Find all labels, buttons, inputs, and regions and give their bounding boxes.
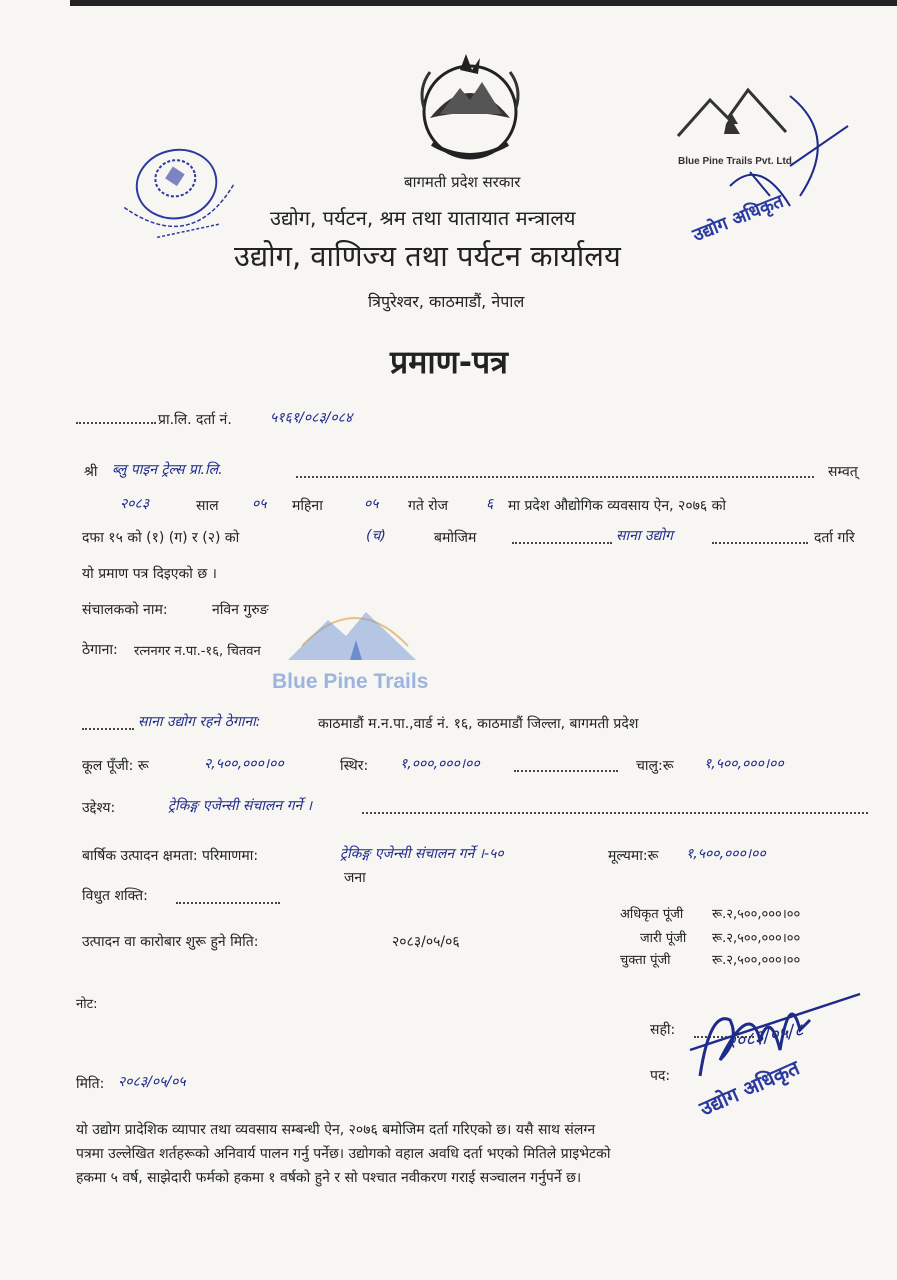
- production-value-label: मूल्यमा:रू: [608, 848, 659, 864]
- year-value: २०८३: [120, 496, 150, 512]
- objective-value: ट्रेकिङ्ग एजेन्सी संचालन गर्ने ।: [168, 798, 313, 814]
- registration-label: प्रा.लि. दर्ता नं.: [158, 412, 232, 428]
- registered-label: दर्ता गरि: [814, 530, 855, 546]
- date-value: २०८३/०५/०५: [118, 1074, 186, 1090]
- production-unit: जना: [344, 870, 366, 886]
- company-logo-text: Blue Pine Trails Pvt. Ltd.: [678, 156, 795, 167]
- share-capital-paid-value: रू.२,५००,०००।००: [712, 953, 801, 968]
- dotted-line: [514, 770, 618, 772]
- company-name: ब्लु पाइन ट्रेल्स प्रा.लि.: [112, 462, 223, 478]
- bamojim-label: बमोजिम: [434, 530, 477, 546]
- location-value: रत्ननगर न.पा.-१६, चितवन: [134, 644, 261, 659]
- roj-value: ६: [486, 496, 494, 512]
- objective-label: उद्देश्य:: [82, 800, 116, 816]
- samvat-label: सम्वत्: [828, 464, 858, 480]
- fixed-capital-label: स्थिर:: [340, 758, 369, 774]
- office-address: त्रिपुरेश्वर, काठमाडौं, नेपाल: [368, 292, 525, 311]
- director-label: संचालकको नाम:: [82, 602, 168, 618]
- nepal-emblem: [410, 48, 530, 166]
- footer-line: यो उद्योग प्रादेशिक व्यापार तथा व्यवसाय सम्बन्धी ऐन, २०७६ बमोजिम दर्ता गरिएको छ। यसै साथ संलग्न: [76, 1122, 596, 1138]
- shri-label: श्री: [84, 464, 98, 480]
- month-value: ०५: [252, 496, 267, 512]
- total-capital-value: २,५००,०००।००: [204, 756, 284, 772]
- day-value: ०५: [364, 496, 379, 512]
- ministry-name: उद्योग, पर्यटन, श्रम तथा यातायात मन्त्रालय: [270, 206, 576, 230]
- post-label: पद:: [650, 1068, 671, 1084]
- start-date-value: २०८३/०५/०६: [392, 934, 460, 950]
- dotted-line: [82, 728, 134, 730]
- industry-address-value: काठमाडौं म.न.पा.,वार्ड नं. १६, काठमाडौं जिल्ला, बागमती प्रदेश: [318, 716, 639, 732]
- dotted-line: [296, 476, 814, 478]
- share-capital-issued-label: जारी पूंजी: [640, 931, 687, 946]
- footer-line: पत्रमा उल्लेखित शर्तहरूको अनिवार्य पालन गर्नु पर्नेछ। उद्योगको वहाल अवधि दर्ता भएको मितिले प्राइभेटको: [76, 1146, 611, 1162]
- gate-roj-label: गते रोज: [408, 498, 449, 514]
- dotted-line: [362, 812, 868, 814]
- certificate-title: प्रमाण-पत्र: [390, 343, 508, 381]
- clause-value: (च): [366, 528, 386, 544]
- share-capital-paid-label: चुक्ता पूंजी: [620, 953, 671, 968]
- signature-label: सही:: [650, 1022, 676, 1038]
- officer-stamp-top: उद्योग अधिकृत: [689, 190, 787, 247]
- fixed-capital-value: १,०००,०००।००: [400, 756, 480, 772]
- current-capital-label: चालु:रू: [636, 758, 674, 774]
- production-value: ट्रेकिङ्ग एजेन्सी संचालन गर्ने ।-५०: [340, 846, 504, 862]
- scan-edge: [70, 0, 897, 6]
- total-capital-label: कूल पूँजी: रू: [82, 758, 149, 774]
- issued-text: यो प्रमाण पत्र दिइएको छ ।: [82, 566, 217, 582]
- date-label: मिति:: [76, 1076, 105, 1092]
- production-label: बार्षिक उत्पादन क्षमता: परिमाणमा:: [82, 848, 259, 864]
- clause-text: दफा १५ को (१) (ग) र (२) को: [82, 530, 240, 546]
- electricity-label: विधुत शक्ति:: [82, 888, 148, 904]
- saal-label: साल: [196, 498, 219, 514]
- share-capital-authorized-value: रू.२,५००,०००।००: [712, 907, 801, 922]
- watermark-text: Blue Pine Trails: [272, 670, 429, 693]
- signature-date: २०८३/०५/८: [724, 1019, 805, 1054]
- dotted-line: [176, 902, 280, 904]
- industry-type: साना उद्योग: [616, 528, 673, 544]
- dotted-line: [76, 422, 156, 424]
- mahina-label: महिना: [292, 498, 323, 514]
- law-text: मा प्रदेश औद्योगिक व्यवसाय ऐन, २०७६ को: [508, 498, 727, 514]
- current-capital-value: १,५००,०००।००: [704, 756, 784, 772]
- officer-stamp-bottom: उद्योग अधिकृत: [695, 1055, 803, 1121]
- dotted-line: [512, 542, 612, 544]
- start-date-label: उत्पादन वा कारोबार शुरू हुने मिति:: [82, 934, 259, 950]
- location-label: ठेगाना:: [82, 642, 118, 658]
- production-value-amount: १,५००,०००।००: [686, 846, 766, 862]
- share-capital-issued-value: रू.२,५००,०००।००: [712, 931, 801, 946]
- footer-line: हकमा ५ वर्ष, साझेदारी फर्मको हकमा १ वर्षको हुने र सो पश्चात नवीकरण गराई सञ्चालन गर्नुपर्ने छ।: [76, 1170, 582, 1186]
- industry-address-label: साना उद्योग रहने ठेगाना:: [138, 714, 261, 730]
- government-name: बागमती प्रदेश सरकार: [404, 173, 521, 191]
- office-name: उद्योग, वाणिज्य तथा पर्यटन कार्यालय: [234, 239, 621, 273]
- share-capital-authorized-label: अधिकृत पूंजी: [620, 907, 684, 922]
- note-label: नोट:: [76, 997, 98, 1012]
- registration-number: ५१६१/०८३/०८४: [270, 410, 353, 426]
- director-name: नविन गुरुङ: [212, 602, 269, 618]
- dotted-line: [712, 542, 808, 544]
- office-round-seal: [102, 123, 254, 258]
